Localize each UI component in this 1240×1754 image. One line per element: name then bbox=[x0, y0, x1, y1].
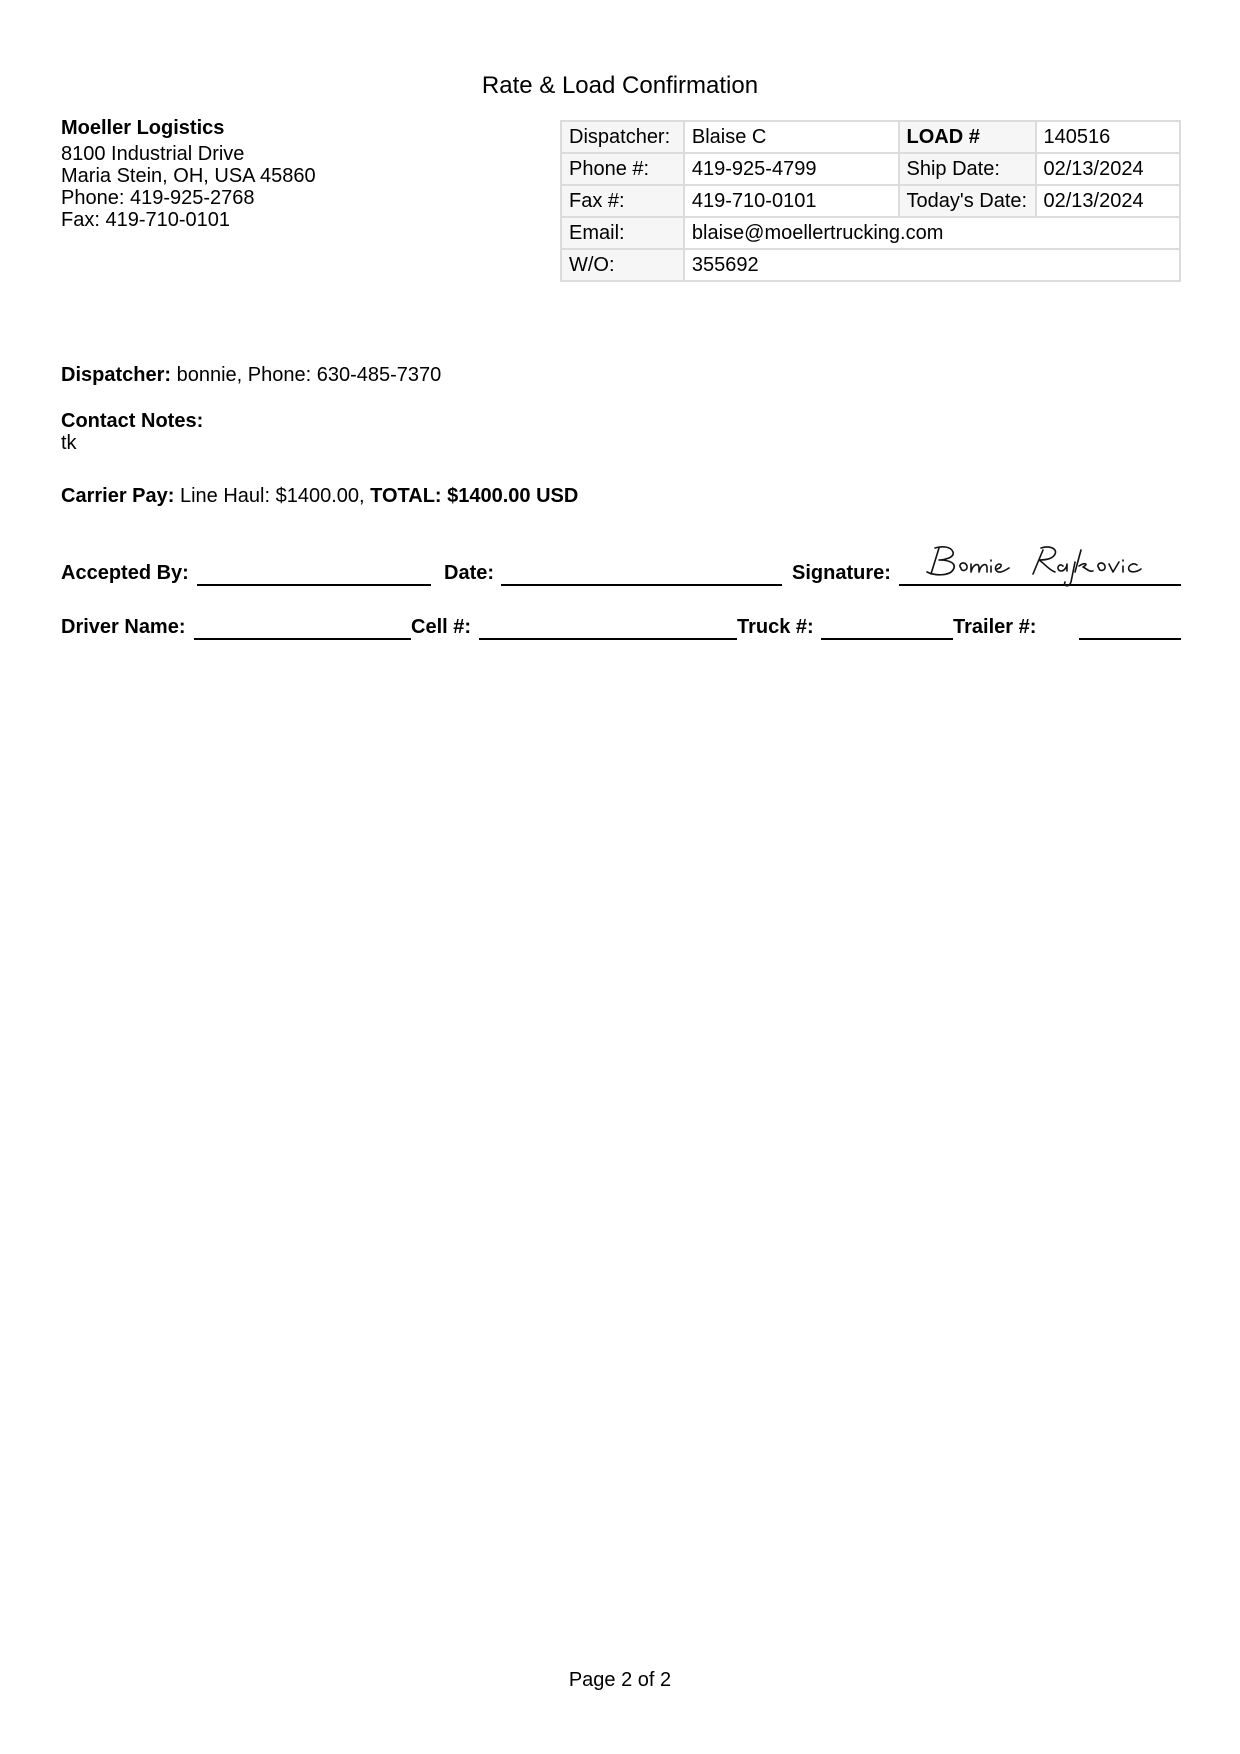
accepted-by-field[interactable] bbox=[197, 560, 431, 586]
acceptance-row bbox=[61, 560, 1181, 592]
table-row bbox=[561, 249, 1180, 281]
driver-name-field[interactable] bbox=[194, 614, 411, 640]
document-title: Rate & Load Confirmation bbox=[481, 72, 759, 99]
table-row bbox=[561, 121, 1180, 153]
carrier-dispatcher-line bbox=[61, 364, 441, 387]
company-fax: Fax: 419-710-0101 bbox=[61, 209, 231, 231]
contact-notes-label: Contact Notes: bbox=[61, 410, 204, 432]
date-label: Date: bbox=[444, 562, 495, 584]
carrier-pay-line-haul: Line Haul: $1400.00, bbox=[174, 485, 371, 507]
todays-date-label: Today's Date: bbox=[899, 185, 1036, 217]
carrier-dispatcher-value: bonnie, Phone: 630-485-7370 bbox=[171, 364, 442, 386]
phone-label: Phone #: bbox=[561, 153, 684, 185]
fax-value: 419-710-0101 bbox=[684, 185, 899, 217]
carrier-dispatcher-label: Dispatcher: bbox=[61, 364, 172, 386]
email-value: blaise@moellertrucking.com bbox=[684, 217, 1180, 249]
table-row bbox=[561, 153, 1180, 185]
company-address-line2: Maria Stein, OH, USA 45860 bbox=[61, 165, 316, 187]
truck-label: Truck #: bbox=[737, 616, 814, 638]
company-phone: Phone: 419-925-2768 bbox=[61, 187, 255, 209]
date-field[interactable] bbox=[501, 560, 782, 586]
load-info-table bbox=[560, 120, 1181, 282]
contact-notes bbox=[61, 410, 203, 454]
signature-label: Signature: bbox=[792, 562, 891, 584]
driver-row bbox=[61, 614, 1181, 646]
page-number: Page 2 of 2 bbox=[568, 1669, 672, 1691]
carrier-pay-label: Carrier Pay: bbox=[61, 485, 175, 507]
ship-date-label: Ship Date: bbox=[899, 153, 1036, 185]
trailer-label: Trailer #: bbox=[953, 616, 1037, 638]
company-block bbox=[61, 117, 316, 231]
driver-name-label: Driver Name: bbox=[61, 616, 186, 638]
load-number-label: LOAD # bbox=[899, 121, 1036, 153]
signature-image bbox=[921, 538, 1181, 598]
table-row bbox=[561, 217, 1180, 249]
truck-field[interactable] bbox=[821, 614, 953, 640]
email-label: Email: bbox=[561, 217, 684, 249]
ship-date-value: 02/13/2024 bbox=[1036, 153, 1181, 185]
todays-date-value: 02/13/2024 bbox=[1036, 185, 1181, 217]
cell-field[interactable] bbox=[479, 614, 737, 640]
accepted-by-label: Accepted By: bbox=[61, 562, 189, 584]
work-order-label: W/O: bbox=[561, 249, 684, 281]
phone-value: 419-925-4799 bbox=[684, 153, 899, 185]
carrier-pay-total: TOTAL: $1400.00 USD bbox=[370, 485, 579, 507]
dispatcher-value: Blaise C bbox=[684, 121, 899, 153]
table-row bbox=[561, 185, 1180, 217]
trailer-field[interactable] bbox=[1079, 614, 1181, 640]
carrier-pay-line bbox=[61, 485, 578, 508]
company-address-line1: 8100 Industrial Drive bbox=[61, 143, 245, 165]
cell-label: Cell #: bbox=[411, 616, 472, 638]
dispatcher-label: Dispatcher: bbox=[561, 121, 684, 153]
work-order-value: 355692 bbox=[684, 249, 1180, 281]
fax-label: Fax #: bbox=[561, 185, 684, 217]
contact-notes-value: tk bbox=[61, 432, 77, 454]
load-number-value: 140516 bbox=[1036, 121, 1181, 153]
company-name: Moeller Logistics bbox=[61, 117, 225, 139]
